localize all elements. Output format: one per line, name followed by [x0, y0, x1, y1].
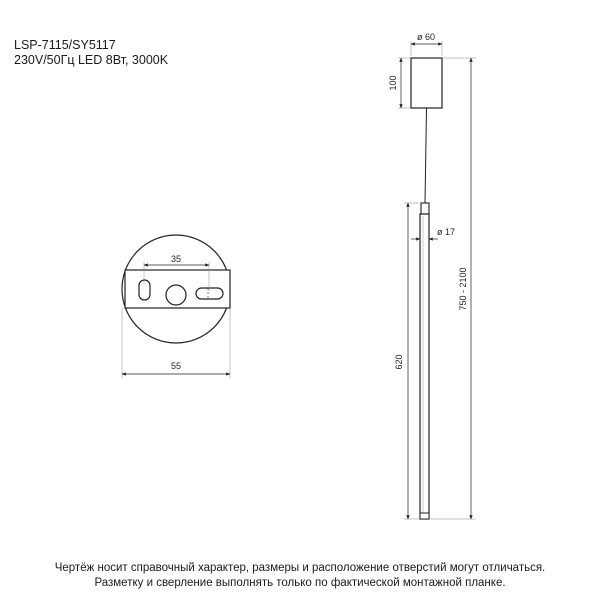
mount-diameter-label: 55	[170, 361, 182, 371]
mounting-plate-view	[122, 235, 230, 378]
tube-connector	[421, 203, 429, 214]
slot-hole-left	[139, 280, 150, 300]
plate-spacing-label: 35	[170, 254, 182, 264]
slot-hole-right	[196, 288, 223, 299]
suspension-cable	[425, 108, 427, 203]
light-tube	[420, 214, 429, 519]
disclaimer-line-1: Чертёж носит справочный характер, размеры и расположение отверстий могут отличаться.	[54, 562, 546, 574]
electrical-specs: 230V/50Гц LED 8Вт, 3000K	[14, 53, 169, 67]
model-code: LSP-7115/SY5117	[14, 38, 116, 52]
canopy	[411, 58, 442, 108]
tube-length-label: 620	[394, 354, 404, 370]
disclaimer-line-2: Разметку и сверление выполнять только по фактической монтажной планке.	[94, 577, 506, 589]
center-hole	[166, 285, 186, 305]
total-height-label: 750 - 2100	[458, 267, 468, 311]
pendant-side-view	[388, 32, 476, 519]
canopy-height-label: 100	[388, 75, 398, 91]
canopy-diameter-label: ø 60	[416, 32, 436, 42]
tube-diameter-label: ø 17	[437, 227, 456, 237]
tube-end-cap	[420, 513, 429, 519]
